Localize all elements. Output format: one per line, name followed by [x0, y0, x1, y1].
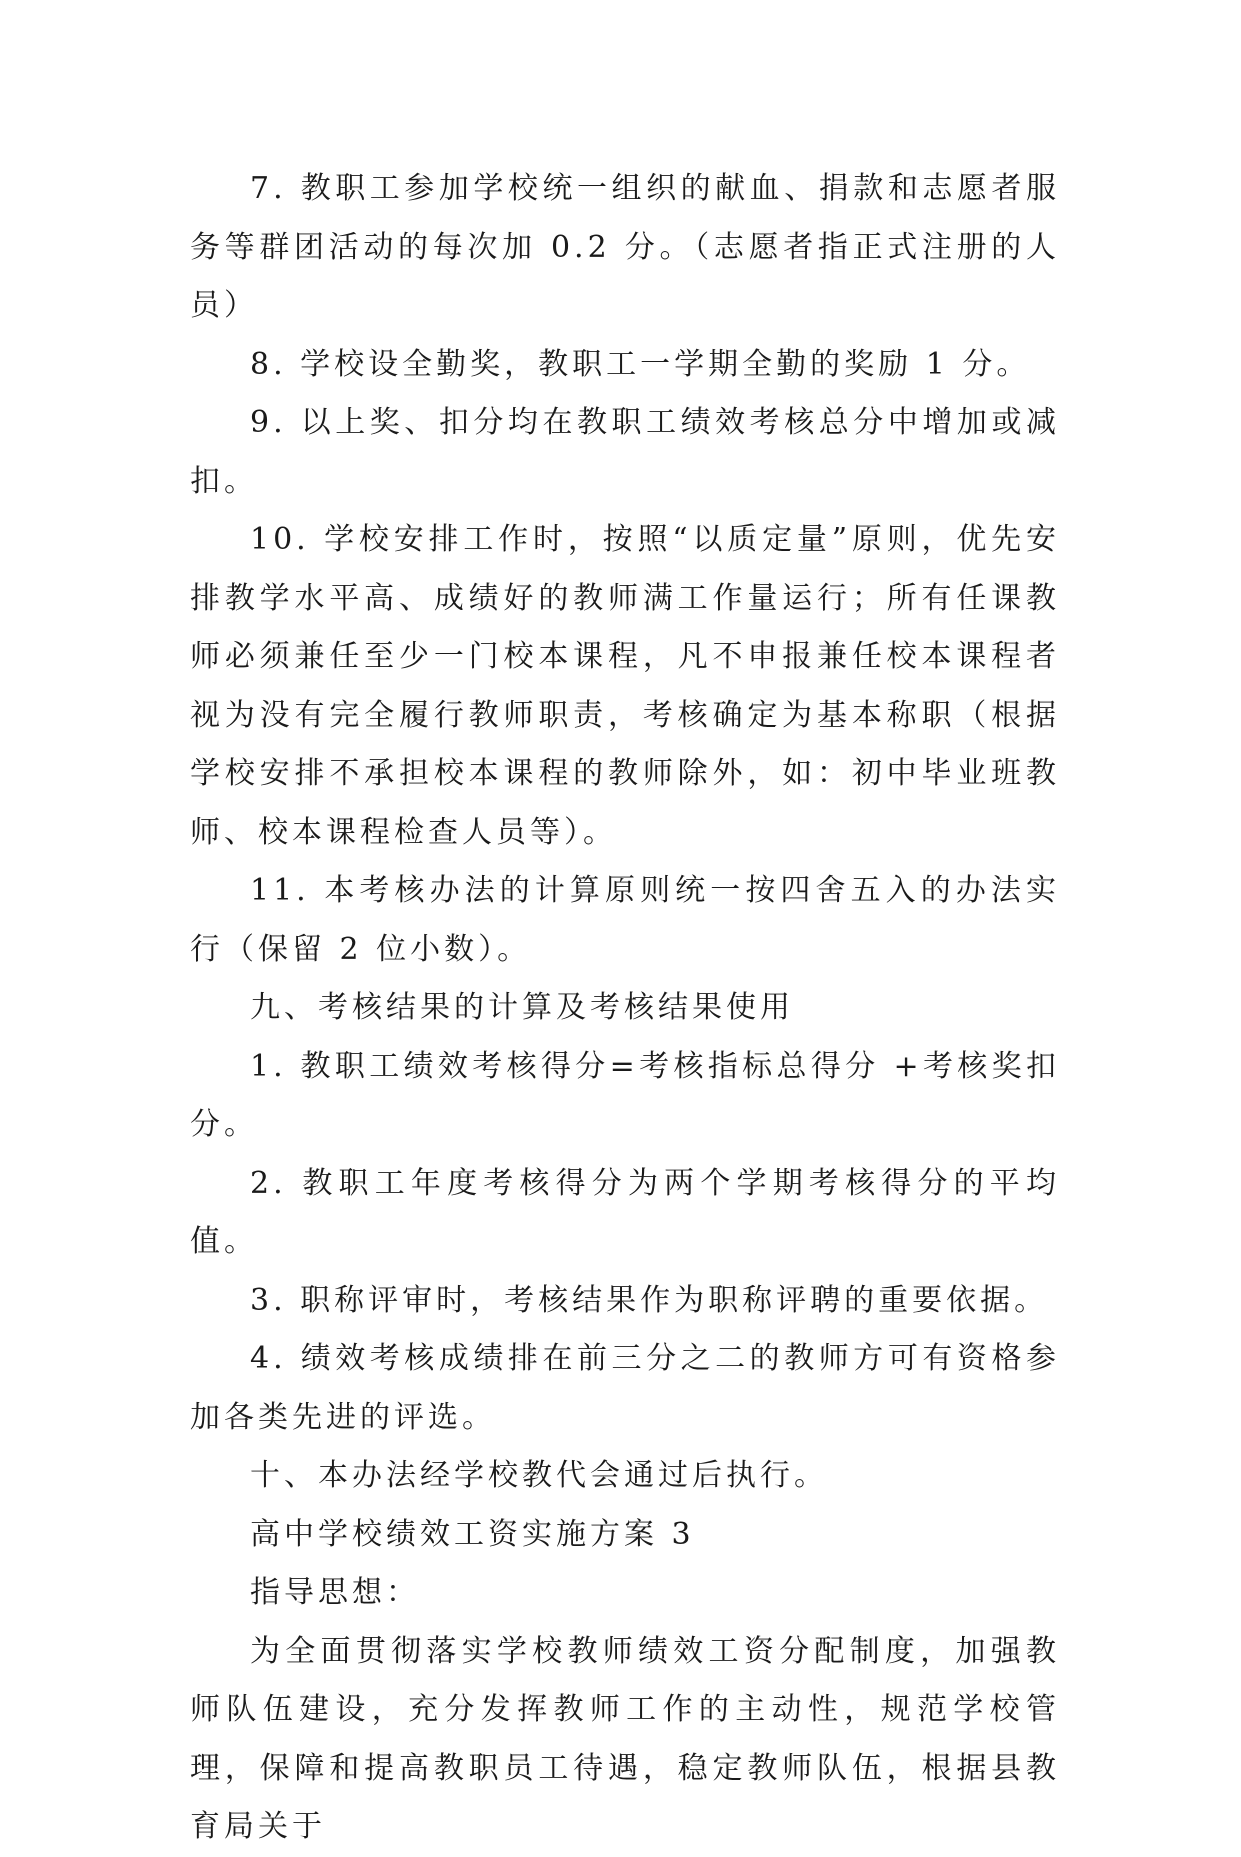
paragraph-result-2: 2. 教职工年度考核得分为两个学期考核得分的平均值。	[190, 1165, 1060, 1259]
plan-title: 高中学校绩效工资实施方案 3	[250, 1516, 695, 1552]
guiding-ideology-heading: 指导思想：	[250, 1575, 420, 1610]
guiding-ideology-text: 为全面贯彻落实学校教师绩效工资分配制度，加强教师队伍建设，充分发挥教师工作的主动性，规范学校管理，保障和提高教职员工待遇，稳定教师队伍，根据县教育局关于	[190, 1633, 1060, 1844]
paragraph-item-8: 8. 学校设全勤奖，教职工一学期全勤的奖励 1 分。	[250, 346, 1031, 382]
section-heading-10: 十、本办法经学校教代会通过后执行。	[250, 1458, 828, 1493]
paragraph-item-10: 10. 学校安排工作时，按照“以质定量”原则，优先安排教学水平高、成绩好的教师满工作量运行；所有任课教师必须兼任至少一门校本课程，凡不申报兼任校本课程者视为没有完全履行教师职责，考核确定为基本称职（根据学校安排不承担校本课程的教师除外，如：初中毕业班教师、校本课程检查人员等）。	[190, 522, 1060, 850]
section-heading-9: 九、考核结果的计算及考核结果使用	[250, 990, 794, 1025]
paragraph-item-9: 9. 以上奖、扣分均在教职工绩效考核总分中增加或减扣。	[190, 405, 1060, 499]
paragraph-result-4: 4. 绩效考核成绩排在前三分之二的教师方可有资格参加各类先进的评选。	[190, 1341, 1060, 1435]
paragraph-item-7: 7. 教职工参加学校统一组织的献血、捐款和志愿者服务等群团活动的每次加 0.2 分。（志愿者指正式注册的人员）	[190, 171, 1060, 323]
paragraph-item-11: 11. 本考核办法的计算原则统一按四舍五入的办法实行（保留 2 位小数）。	[190, 873, 1060, 967]
document-body	[190, 160, 1060, 1857]
paragraph-result-1: 1. 教职工绩效考核得分=考核指标总得分 +考核奖扣分。	[190, 1048, 1060, 1142]
paragraph-result-3: 3. 职称评审时，考核结果作为职称评聘的重要依据。	[250, 1282, 1049, 1318]
